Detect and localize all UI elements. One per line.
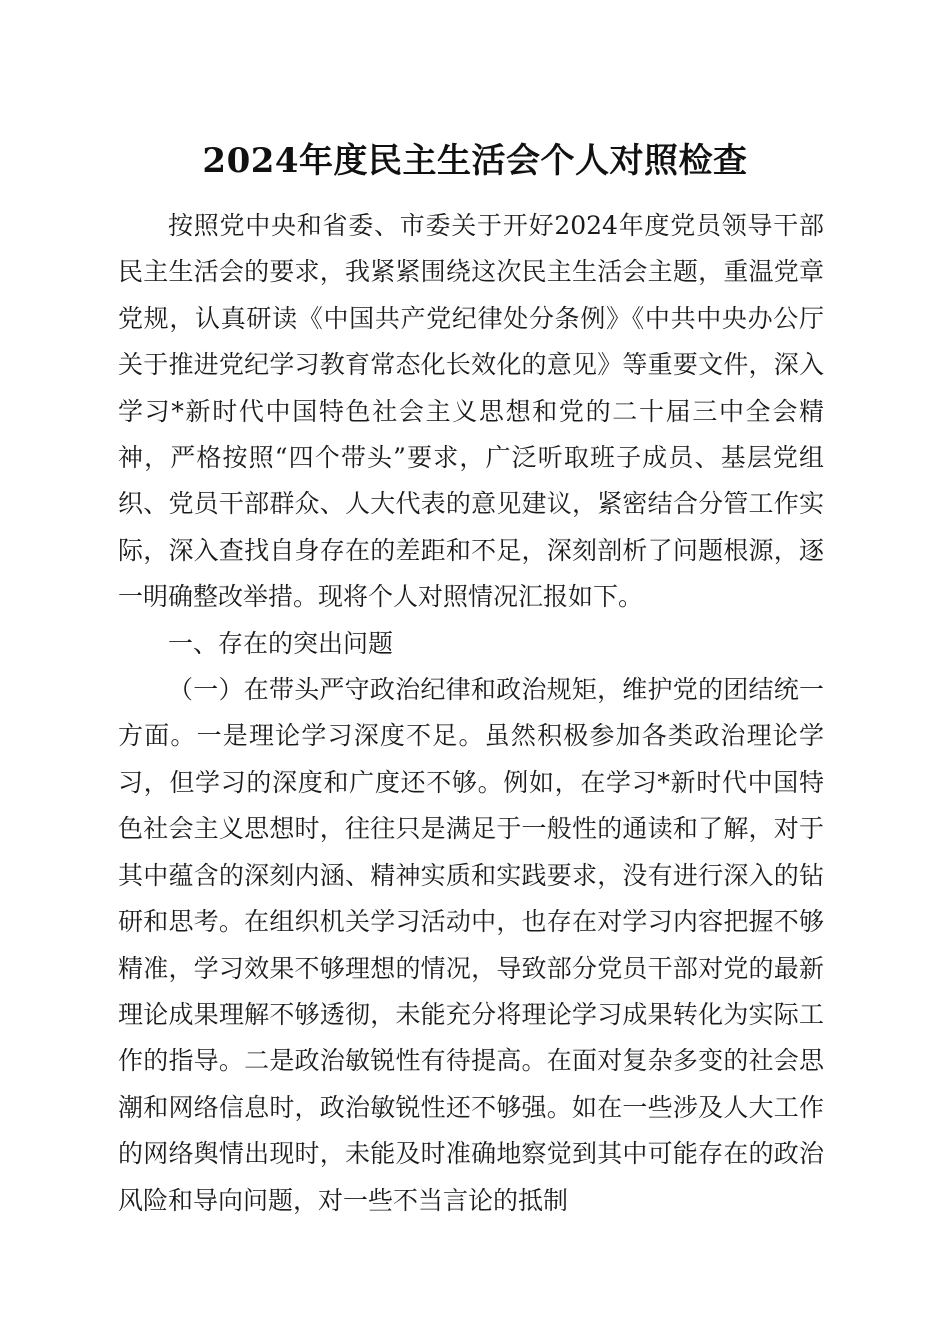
section-heading: 一、存在的突出问题 <box>168 628 394 658</box>
section-paragraph: （一）在带头严守政治纪律和政治规矩，维护党的团结统一方面。一是理论学习深度不足。虽然积极参加各类政治理论学习，但学习的深度和广度还不够。例如，在学习*新时代中国特色社会主义思想时，往往只是满足于一般性的通读和了解，对于其中蕴含的深刻内涵、精神实质和实践要求，没有进行深入的钻研和思考。在组织机关学习活动中，也存在对学习内容把握不够精准，学习效果不够理想的情况，导致部分党员干部对党的最新理论成果理解不够透彻，未能充分将理论学习成果转化为实际工作的指导。二是政治敏锐性有待提高。在面对复杂多变的社会思潮和网络信息时，政治敏锐性还不够强。如在一些涉及人大工作的网络舆情出现时，未能及时准确地察觉到其中可能存在的政治风险和导向问题，对一些不当言论的抵制 <box>118 675 824 1215</box>
intro-paragraph: 按照党中央和省委、市委关于开好2024年度党员领导干部民主生活会的要求，我紧紧围绕这次民主生活会主题，重温党章党规，认真研读《中国共产党纪律处分条例》《中共中央办公厅关于推进党纪学习教育常态化长效化的意见》等重要文件，深入学习*新时代中国特色社会主义思想和党的二十届三中全会精神，严格按照“四个带头”要求，广泛听取班子成员、基层党组织、党员干部群众、人大代表的意见建议，紧密结合分管工作实际，深入查找自身存在的差距和不足，深刻剖析了问题根源，逐一明确整改举措。现将个人对照情况汇报如下。 <box>118 211 824 612</box>
document-title: 2024年度民主生活会个人对照检查 <box>202 141 748 181</box>
document-body <box>118 203 824 1224</box>
